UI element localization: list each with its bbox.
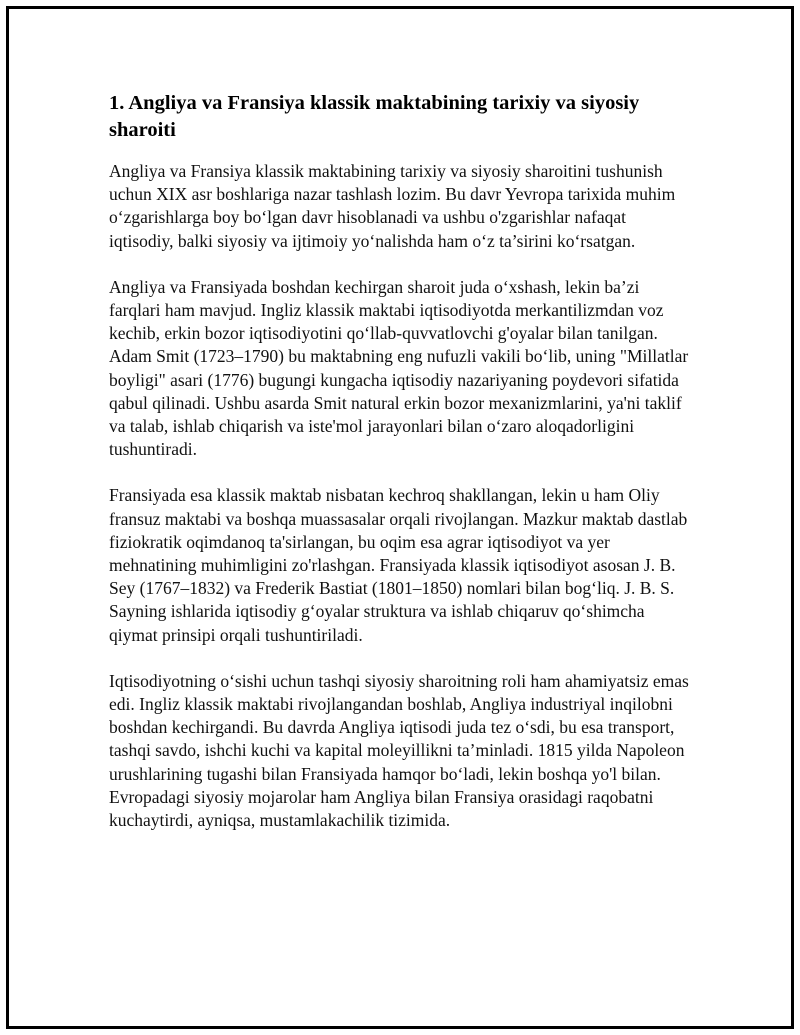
paragraph-3: Fransiyada esa klassik maktab nisbatan kechroq shakllangan, lekin u ham Oliy fransuz maktabi va boshqa muassasalar orqali rivojlangan. Mazkur maktab dastlab fiziokratik oqimdanoq ta'sirlangan, bu oqim esa agrar iqtisodiyot va yer mehnatining muhimligini zo'rlashgan. Fransiyada klassik iqtisodiyot asosan J. B. Sey (1767–1832) va Frederik Bastiat (1801–1850) nomlari bilan bog‘liq. J. B. S. Sayning ishlarida iqtisodiy g‘oyalar struktura va ishlab chiqaruv qo‘shimcha qiymat prinsipi orqali tushuntiriladi. (109, 485, 688, 645)
paragraph-2: Angliya va Fransiyada boshdan kechirgan sharoit juda o‘xshash, lekin ba’zi farqlari ham mavjud. Ingliz klassik maktabi iqtisodiyotda merkantilizmdan voz kechib, erkin bozor iqtisodiyotini qo‘llab-quvvatlovchi g'oyalar bilan tanilgan. Adam Smit (1723–1790) bu maktabning eng nufuzli vakili bo‘lib, uning "Millatlar boyligi" asari (1776) bugungi kungacha iqtisodiy nazariyaning poydevori sifatida qabul qilinadi. Ushbu asarda Smit natural erkin bozor mexanizmlarini, ya'ni taklif va talab, ishlab chiqarish va iste'mol jarayonlari bilan o‘zaro aloqadorligini tushuntiradi. (109, 276, 689, 460)
paragraph-1: Angliya va Fransiya klassik maktabining tarixiy va siyosiy sharoitini tushunish uchun XIX asr boshlariga nazar tashlash lozim. Bu davr Yevropa tarixida muhim o‘zgarishlarga boy bo‘lgan davr hisoblanadi va ushbu o'zgarishlar nafaqat iqtisodiy, balki siyosiy va ijtimoiy yo‘nalishda ham o‘z ta’sirini ko‘rsatgan. (109, 161, 676, 251)
section-heading: 1. Angliya va Fransiya klassik maktabining tarixiy va siyosiy sharoiti (109, 92, 640, 141)
paragraph-4: Iqtisodiyotning o‘sishi uchun tashqi siyosiy sharoitning roli ham ahamiyatsiz emas edi. Ingliz klassik maktabi rivojlangandan boshlab, Angliya industriyal inqilobni boshdan kechirgandi. Bu davrda Angliya iqtisodi juda tez o‘sdi, bu esa transport, tashqi savdo, ishchi kuchi va kapital moleyillikni ta’minladi. 1815 yilda Napoleon urushlarining tugashi bilan Fransiyada hamqor bo‘ladi, lekin boshqa yo'l bilan. Evropadagi siyosiy mojarolar ham Angliya bilan Fransiya orasidagi raqobatni kuchaytirdi, ayniqsa, mustamlakachilik tizimida. (109, 670, 689, 831)
document-body (109, 90, 689, 855)
